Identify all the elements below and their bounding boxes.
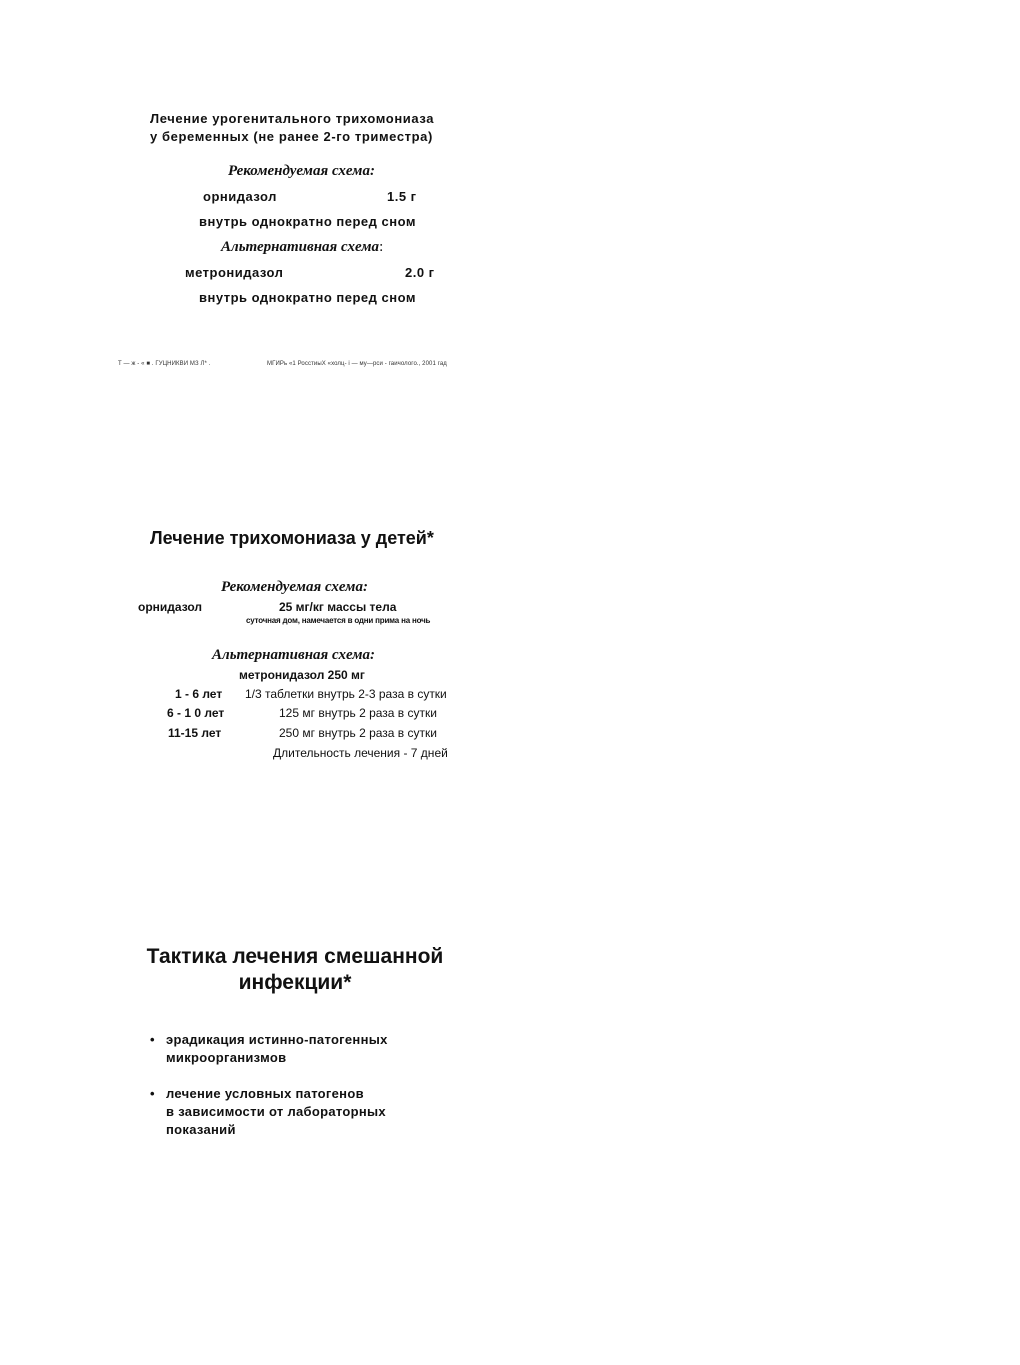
section1-footer-right: МГИРь «1 РосстиыХ «холц- і — му—рси - гаичолого., 2001 гад: [267, 361, 447, 367]
section1-alternative-heading: Альтернативная схема: [221, 239, 380, 255]
section3-title-line: Тактика лечения смешанной: [146, 945, 444, 968]
section2-title: Лечение трихомониаза у детей*: [150, 528, 434, 548]
section1-alternative-colon: :: [379, 239, 384, 255]
section1-footer-left: Т — ж - « ■ . ГУЦНИКВИ МЗ Л* .: [118, 361, 211, 367]
section1-rec-instruction: внутрь однократно перед сном: [199, 214, 416, 229]
section2-recommended-heading: Рекомендуемая схема:: [221, 579, 368, 595]
bullet-icon: •: [150, 1032, 155, 1047]
bullet-text: [166, 1031, 388, 1067]
section2-duration: Длительность лечения - 7 дней: [273, 746, 448, 760]
age-range: 6 - 1 0 лет: [167, 706, 225, 720]
section1-alt-instruction: внутрь однократно перед сном: [199, 290, 416, 305]
section1-rec-drug: орнидазол: [203, 189, 277, 204]
bullet-icon: •: [150, 1086, 155, 1101]
section2-rec-note: суточная дом, намечается в одни прима на ночь: [246, 616, 431, 625]
section2-rec-dose: 25 мг/кг массы тела: [279, 600, 397, 614]
section2-rec-drug: орнидазол: [138, 600, 203, 614]
age-dose: 1/3 таблетки внутрь 2-3 раза в сутки: [245, 687, 447, 701]
section1-recommended-heading: Рекомендуемая схема:: [228, 163, 375, 179]
bullet-text: [166, 1085, 386, 1139]
section1-alt-dose: 2.0 г: [405, 265, 435, 280]
section1-title: [150, 110, 434, 146]
age-range: 1 - 6 лет: [175, 687, 223, 701]
bullet-line: микроорганизмов: [166, 1050, 287, 1065]
age-range: 11-15 лет: [168, 726, 222, 740]
section1-alt-drug: метронидазол: [185, 265, 284, 280]
section1-alternative-heading-wrap: [221, 238, 383, 256]
section2-alternative-heading: Альтернативная схема:: [212, 647, 376, 663]
section3-title: [130, 944, 460, 996]
section3-title-line: инфекции*: [238, 971, 352, 994]
section1-rec-dose: 1.5 г: [387, 189, 417, 204]
bullet-line: лечение условных патогенов: [166, 1086, 364, 1101]
bullet-item: [150, 1031, 388, 1067]
section1-title-line: Лечение урогенитального трихомониаза: [150, 111, 435, 126]
section2-alt-drug: метронидазол 250 мг: [239, 668, 365, 682]
section1-title-line: у беременных (не ранее 2-го триместра): [150, 129, 433, 144]
bullet-line: в зависимости от лабораторных: [166, 1104, 386, 1119]
age-dose: 125 мг внутрь 2 раза в сутки: [279, 706, 437, 720]
bullet-item: [150, 1085, 386, 1139]
bullet-line: эрадикация истинно-патогенных: [166, 1032, 388, 1047]
age-dose: 250 мг внутрь 2 раза в сутки: [279, 726, 437, 740]
bullet-line: показаний: [166, 1122, 236, 1137]
